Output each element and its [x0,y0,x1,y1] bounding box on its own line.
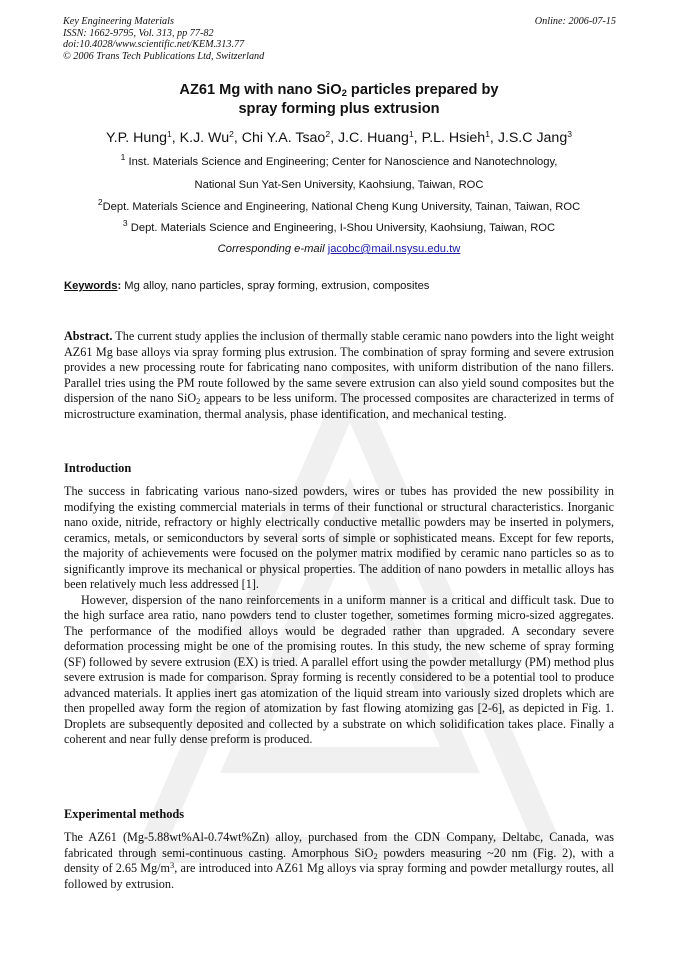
affiliation-3-sup: 3 [122,218,128,228]
title-part-2: particles prepared by [346,82,499,98]
journal-copyright: © 2006 Trans Tech Publications Ltd, Switzerland [63,50,265,62]
email-link[interactable]: jacobc@mail.nsysu.edu.tw [327,243,461,255]
title-line-1 [64,81,614,100]
affiliation-2-text: Dept. Materials Science and Engineering, National Cheng Kung University, Tainan, Taiwan, ROC [102,201,581,213]
keywords-colon: : [117,280,122,292]
journal-issn: ISSN: 1662-9795, Vol. 313, pp 77-82 [63,27,214,39]
journal-info [63,16,264,62]
keywords-line [64,279,624,293]
experimental-superscript: 3 [170,860,175,870]
title-subscript: 2 [341,88,347,99]
keywords-text: Mg alloy, nano particles, spray forming, extrusion, composites [121,280,430,292]
online-date: Online: 2006-07-15 [534,16,616,27]
author-affiliation-sup: 3 [567,129,572,139]
correspondence-label: Corresponding e-mail [217,243,328,255]
author-affiliation-sup: 1 [167,129,172,139]
experimental-text-1: The AZ61 (Mg-5.88wt%Al-0.74wt%Zn) alloy, purchased from the CDN Company, Deltabc, Canada, was fabricated through semi-continuous casting. Amorphous SiO [64,830,614,860]
introduction-heading: Introduction [64,461,132,475]
author-name: K.J. Wu [179,130,230,146]
author-name: J.S.C Jang [497,130,568,146]
author-list: Y.P. Hung$^1$, K.J. Wu$^2$, Chi Y.A. Tsao$^2$, J.C. Huang$^1$, P.L. Hsieh$^1$, J.S.C Jang$^3$ [106,129,572,146]
abstract-text-1: The current study applies the inclusion of thermally stable ceramic nano powders into the light weight AZ61 Mg base alloys via spray forming plus extrusion. The combination of spray forming and severe extrusion provides a new processing route for fabricating nano composites, with uniform distribution of the nano fillers. Parallel tries using the PM route followed by the same severe extrusion can also yield sound composites but the dispersion of the nano SiO [64,329,614,405]
keywords-label: Keywords [64,280,118,292]
affiliation-1-text: Inst. Materials Science and Engineering; Center for Nanoscience and Nanotechnology, [125,156,558,168]
journal-name: Key Engineering Materials [63,16,174,27]
abstract [64,329,614,422]
introduction-paragraph-1: The success in fabricating various nano-sized powders, wires or tubes has provided the new possibility in modifying the existing commercial materials in terms of their functional or structural characteristics. Inorganic nano oxide, nitride, refractory or highly electrically conductive metallic powders may be inserted in polymers, ceramics, metals, or semiconductors by several sorts of simple or sophisticated means. Except for few reports, the majority of achievements were focused on the polymer matrix modified by ceramic nano particles so as to significantly improve its mechanical or physical properties. The addition of nano powders in metallic alloys has been relatively much less addressed [1]. [64,484,614,591]
experimental-body [64,830,614,892]
author-name: J.C. Huang [337,130,409,146]
affiliation-1-line-2: National Sun Yat-Sen University, Kaohsiung, Taiwan, ROC [194,179,484,191]
affiliation-3 [40,218,638,235]
affiliation-2 [40,197,638,214]
author-name: P.L. Hsieh [421,130,486,146]
title-part-1: AZ61 Mg with nano SiO [179,82,342,98]
affiliation-2-sup: 2 [97,197,103,207]
author-name: Y.P. Hung [106,130,168,146]
author-affiliation-sup: 2 [325,129,331,139]
abstract-label: Abstract. [64,329,113,343]
experimental-paragraph [64,830,614,892]
abstract-subscript: 2 [196,396,201,406]
title-line-2: spray forming plus extrusion [238,101,440,117]
author-affiliation-sup: 2 [229,129,234,139]
introduction-paragraph-2: However, dispersion of the nano reinforcements in a uniform manner is a critical and difficult task. Due to the high surface area ratio, nano powders tend to cluster together, sometimes forming micro-sized aggregates. The performance of the modified alloys would be degraded rather than upgraded. A secondary severe deformation processing might be one of the promising routes. In this study, the new scheme of spray forming (SF) followed by severe extrusion (EX) is tried. A parallel effort using the powder metallurgy (PM) method plus severe extrusion is made for comparison. Spray forming is recently considered to be a potential tool to produce advanced materials. It applies inert gas atomization of the liquid stream into variously sized droplets which are then propelled away form the region of atomization by fast flowing atomizing gas [2-6], as depicted in Fig. 1. Droplets are subsequently deposited and collected by a substrate on which solidification takes place. Finally a coherent and near fully dense preform is produced. [64,592,614,746]
journal-doi: doi:10.4028/www.scientific.net/KEM.313.77 [63,39,245,50]
affiliation-1-line-1 [40,152,638,169]
correspondence-line [40,242,638,256]
experimental-subscript: 2 [373,850,378,861]
paper-title [64,81,614,119]
experimental-text-3: , are introduced into AZ61 Mg alloys via spray forming and powder metallurgy routes, all followed by extrusion. [64,861,615,891]
author-name: Chi Y.A. Tsao [241,130,326,146]
abstract-text-2: appears to be less uniform. The processed composites are characterized in terms of microstructure examination, thermal analysis, phase identification, and mechanical testing. [64,391,614,421]
author-affiliation-sup: 1 [485,129,490,139]
author-affiliation-sup: 1 [408,129,414,139]
affiliation-1-sup: 1 [120,152,126,162]
experimental-text-2: powders measuring ~20 nm (Fig. 2), with a density of 2.65 Mg/m [64,845,614,875]
introduction-body [64,484,614,748]
experimental-heading: Experimental methods [64,807,185,821]
abstract-paragraph [64,329,614,422]
affiliation-3-text: Dept. Materials Science and Engineering, I-Shou University, Kaohsiung, Taiwan, ROC [127,222,556,234]
